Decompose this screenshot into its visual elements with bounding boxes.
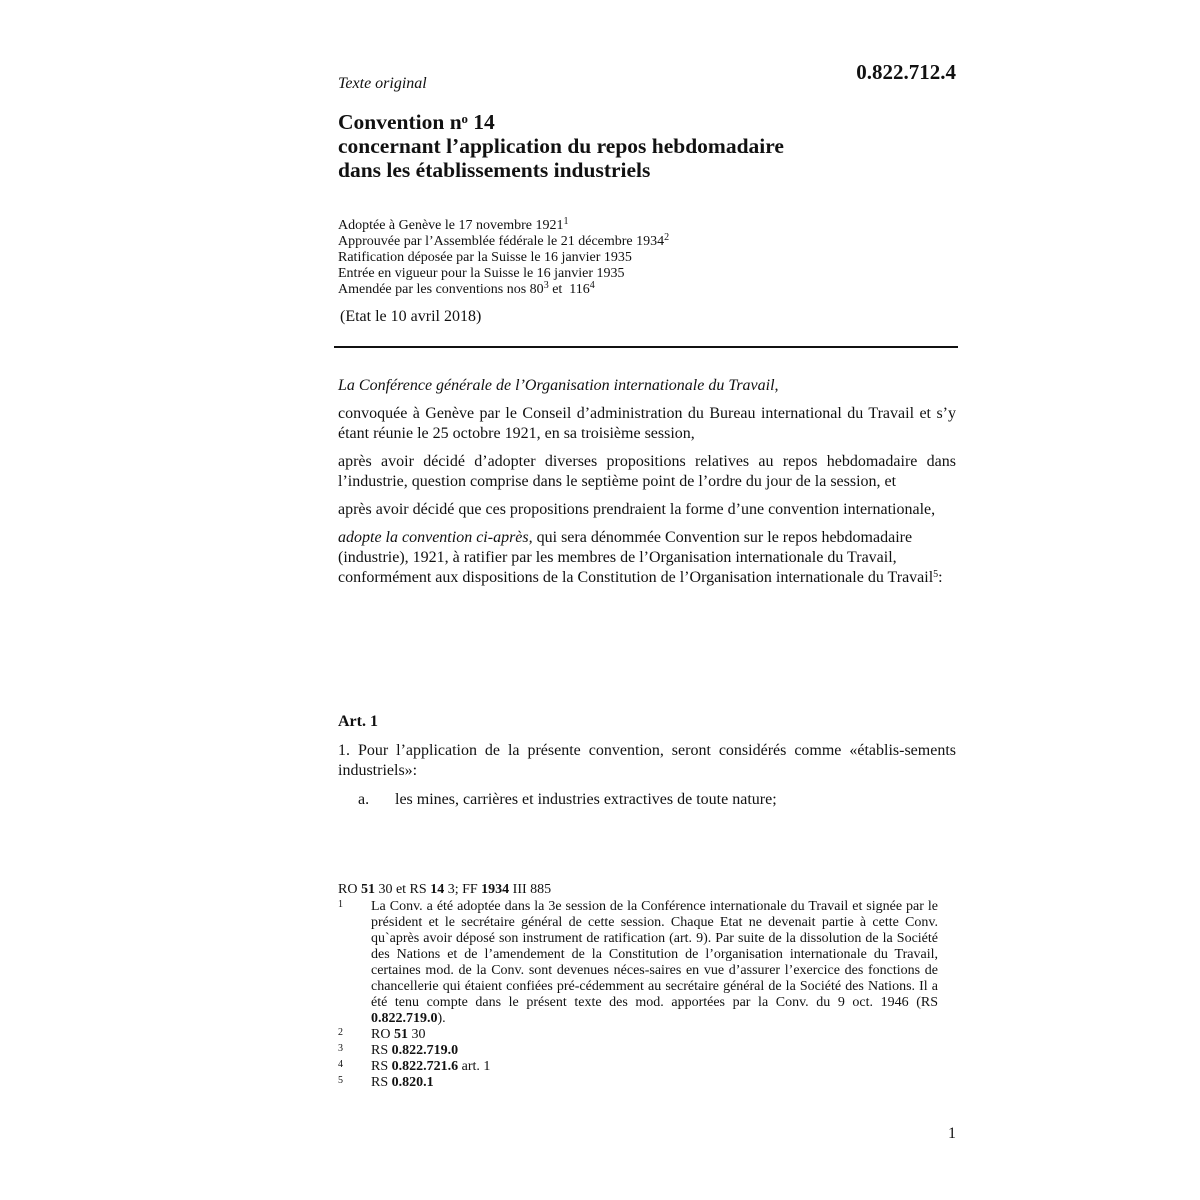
title-line-1: Convention nᵒ 14: [338, 110, 495, 134]
footnote-number: 3: [338, 1043, 343, 1054]
footnotes: [338, 882, 938, 1091]
adoption-metadata: [338, 218, 958, 298]
footnote-5: 5 RS 0.820.1: [338, 1075, 434, 1090]
title-line-2: concernant l’application du repos hebdomadaire: [338, 134, 784, 158]
preamble-paragraph-2: après avoir décidé d’adopter diverses propositions relatives au repos hebdomadaire dans l’industrie, question comprise dans le septième point de l’ordre du jour de la session, et: [338, 453, 956, 490]
preamble-intro: La Conférence générale de l’Organisation internationale du Travail,: [338, 377, 779, 394]
footnote-ref-5[interactable]: 5: [933, 569, 939, 580]
texte-original-label: Texte original: [338, 75, 427, 92]
footnote-2: 2 RO 51 30: [338, 1027, 426, 1042]
meta-ratification: Ratification déposée par la Suisse le 16 janvier 1935: [338, 250, 632, 265]
preamble-paragraph-3: après avoir décidé que ces propositions prendraient la forme d’une convention internationale,: [338, 501, 936, 518]
page-number: 1: [948, 1125, 956, 1142]
article-1-heading: Art. 1: [338, 713, 378, 730]
meta-entree: Entrée en vigueur pour la Suisse le 16 janvier 1935: [338, 266, 625, 281]
article-1-paragraph-1: 1. Pour l’application de la présente convention, seront considérés comme «établis-sements industriels»:: [338, 742, 956, 779]
preamble: [338, 376, 956, 588]
footnote-ref-4[interactable]: 4: [589, 280, 595, 291]
footnote-ref-2[interactable]: 2: [664, 232, 670, 243]
meta-approuvee: Approuvée par l’Assemblée fédérale le 21 décembre 1934$^2$: [338, 232, 670, 249]
footnote-number: 2: [338, 1027, 343, 1038]
footnote-4: 4 RS 0.822.721.6 art. 1: [338, 1059, 491, 1074]
footnote-number: 4: [338, 1059, 343, 1070]
footnote-3: 3 RS 0.822.719.0: [338, 1043, 459, 1058]
etat-date: (Etat le 10 avril 2018): [340, 308, 482, 325]
preamble-paragraph-4: adopte la convention ci-après, qui sera dénommée Convention sur le repos hebdomadaire (industrie), 1921, à ratifier par les membres de l’Organisation internationale du Travail, conformément aux dispositions de la Constitution de l’Organisation internationale du Travail$^5$:: [338, 529, 943, 586]
footnote-ref-3[interactable]: 3: [543, 280, 549, 291]
footnote-number: 1: [338, 899, 343, 910]
footnote-1: 1 La Conv. a été adoptée dans la 3e session de la Conférence internationale du Travail et signée par le président et le secrétaire général de cette session. Chaque Etat ne devenait partie à cette Conv. qu`après avoir déposé son instrument de ratification (art. 9). Par suite de la dissolution de la Société des Nations et de l’amendement de la Constitution de l’organisation internationale du Travail, certaines mod. de la Conv. sont devenues néces-saires en vue d’assurer l’exercice des fonctions de chancellerie qui étaient confiées pré-cédemment au secrétaire général de la Société des Nations. Il a été tenu compte dans le présent texte des mod. apportées par la Conv. du 9 oct. 1946 (RS 0.822.719.0).: [338, 899, 938, 1026]
preamble-paragraph-1: convoquée à Genève par le Conseil d’administration du Bureau international du Travail et s’y étant réunie le 25 octobre 1921, en sa troisième session,: [338, 405, 956, 442]
footnote-ref-1[interactable]: 1: [563, 216, 569, 227]
title-line-3: dans les établissements industriels: [338, 158, 651, 182]
footnote-source: RO 51 30 et RS 14 3; FF 1934 III 885: [338, 882, 552, 897]
footnote-number: 5: [338, 1075, 343, 1086]
item-text: les mines, carrières et industries extractives de toute nature;: [395, 791, 777, 808]
meta-amendee: Amendée par les conventions nos $80^3$ et $116^4$: [338, 280, 595, 297]
item-letter: a.: [358, 791, 370, 808]
header-divider: [334, 346, 958, 348]
sr-number: 0.822.712.4: [856, 60, 956, 84]
document-title: [338, 110, 958, 182]
meta-adoptee: Adoptée à Genève le 17 novembre 1921$^1$: [338, 216, 569, 233]
